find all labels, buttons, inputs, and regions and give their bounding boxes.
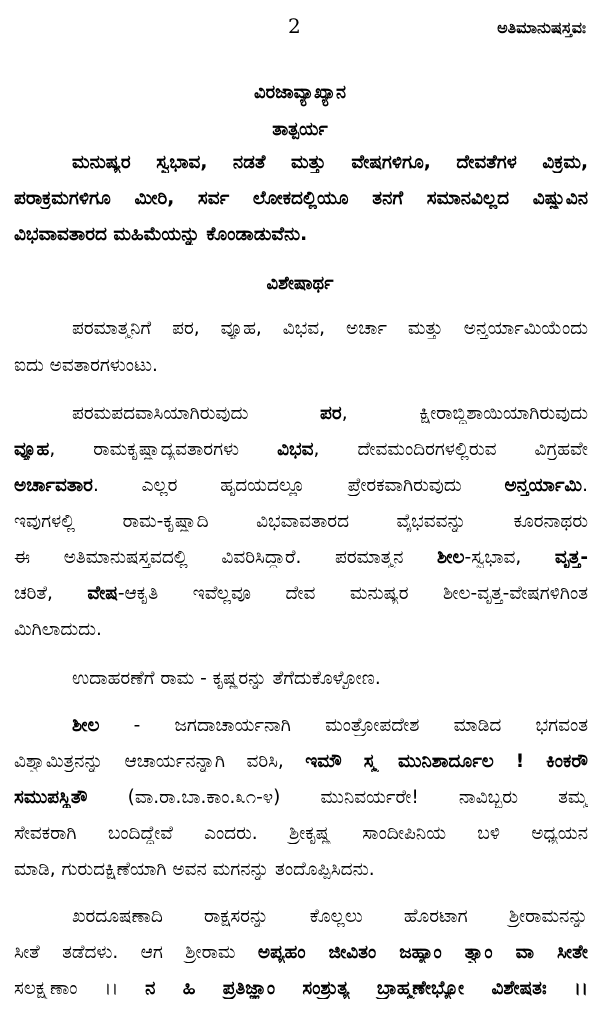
p4-line-2: ವಿಶ್ವಾಮಿತ್ರನನ್ನು ಆಚಾರ್ಯನನ್ನಾಗಿ ವರಿಸಿ, ಇಮೌ ಸ್ಮ ಮುನಿಶಾರ್ದೂಲ ! ಕಿಂಕರೌ [14, 751, 588, 772]
p2-line-1: ಪರಮಪದವಾಸಿಯಾಗಿರುವುದು ಪರ, ಕ್ಷೀರಾಬ್ಧಿಶಾಯಿಯಾಗಿರುವುದು [72, 403, 588, 424]
p5-line-3: ಸಲಕ್ಷ್ಮಣಾಂ ।। ನ ಹಿ ಪ್ರತಿಜ್ಞಾಂ ಸಂಶ್ರುತ್ಯ ಬ್ರಾಹ್ಮಣೇಭ್ಯೋ ವಿಶೇಷತಃ ।। [14, 978, 588, 999]
p4-line-3: ಸಮುಪಸ್ಥಿತೌ (ವಾ.ರಾ.ಬಾ.ಕಾಂ.೩೧-೪) ಮುನಿವರ್ಯರೇ! ನಾವಿಬ್ಬರು ತಮ್ಮ [14, 787, 588, 808]
running-title: ಅತಿಮಾನುಷಸ್ತವಃ [497, 18, 586, 37]
p5-line-1: ಖರದೂಷಣಾದಿ ರಾಕ್ಷಸರನ್ನು ಕೊಲ್ಲಲು ಹೊರಟಾಗ ಶ್ರೀರಾಮನನ್ನು [72, 906, 588, 927]
section-subheading-tatparya: ತಾತ್ಪರ್ಯ [272, 119, 328, 140]
p4-line-4: ಸೇವಕರಾಗಿ ಬಂದಿದ್ದೇವೆ ಎಂದರು. ಶ್ರೀಕೃಷ್ಣ ಸಾಂದೀಪಿನಿಯ ಬಳಿ ಅಧ್ಯಯನ [14, 823, 588, 844]
section-heading-viraja: ವಿರಜಾವ್ಯಾಖ್ಯಾನ [254, 82, 346, 103]
p2-line-2: ವ್ಯೂಹ, ರಾಮಕೃಷ್ಣಾದ್ಯವತಾರಗಳು ವಿಭವ, ದೇವಮಂದಿರಗಳಲ್ಲಿರುವ ವಿಗ್ರಹವೇ [14, 439, 588, 460]
p1-line-2: ಐದು ಅವತಾರಗಳುಂಟು. [14, 355, 158, 376]
p2-line-7: ಮಿಗಿಲಾದುದು. [14, 619, 102, 640]
tatparya-line-3: ವಿಭವಾವತಾರದ ಮಹಿಮೆಯನ್ನು ಕೊಂಡಾಡುವೆನು. [14, 224, 308, 245]
p4-line-5: ಮಾಡಿ, ಗುರುದಕ್ಷಿಣೆಯಾಗಿ ಅವನ ಮಗನನ್ನು ತಂದೊಪ್ಪಿಸಿದನು. [14, 859, 375, 880]
tatparya-line-2: ಪರಾಕ್ರಮಗಳಿಗೂ ಮೀರಿ, ಸರ್ವ ಲೋಕದಲ್ಲಿಯೂ ತನಗೆ ಸಮಾನವಿಲ್ಲದ ವಿಷ್ಣುವಿನ [14, 188, 588, 209]
p5-line-2: ಸೀತೆ ತಡೆದಳು. ಆಗ ಶ್ರೀರಾಮ ಅಪ್ಯಹಂ ಜೀವಿತಂ ಜಹ್ಯಾಂ ತ್ವಾಂ ವಾ ಸೀತೇ [14, 942, 588, 963]
p2-line-6: ಚರಿತೆ, ವೇಷ-ಆಕೃತಿ ಇವೆಲ್ಲವೂ ದೇವ ಮನುಷ್ಯರ ಶೀಲ-ವೃತ್ತ-ವೇಷಗಳಿಗಿಂತ [14, 583, 588, 604]
p2-line-3: ಅರ್ಚಾವತಾರ. ಎಲ್ಲರ ಹೃದಯದಲ್ಲೂ ಪ್ರೇರಕವಾಗಿರುವುದು ಅನ್ತರ್ಯಾಮಿ. [14, 475, 588, 496]
p3-line-1: ಉದಾಹರಣೆಗೆ ರಾಮ - ಕೃಷ್ಣರನ್ನು ತೆಗೆದುಕೊಳ್ಳೋಣ. [72, 668, 381, 689]
page-number: 2 [288, 14, 301, 38]
section-heading-visheshartha: ವಿಶೇಷಾರ್ಥ [266, 273, 334, 294]
p4-line-1: ಶೀಲ - ಜಗದಾಚಾರ್ಯನಾಗಿ ಮಂತ್ರೋಪದೇಶ ಮಾಡಿದ ಭಗವಂತ [72, 715, 588, 736]
tatparya-line-1: ಮನುಷ್ಯರ ಸ್ವಭಾವ, ನಡತೆ ಮತ್ತು ವೇಷಗಳಿಗೂ, ದೇವತೆಗಳ ವಿಕ್ರಮ, [72, 152, 588, 173]
p1-line-1: ಪರಮಾತ್ಮನಿಗೆ ಪರ, ವ್ಯೂಹ, ವಿಭವ, ಅರ್ಚಾ ಮತ್ತು ಅನ್ತರ್ಯಾಮಿಯೆಂದು [72, 318, 588, 339]
p2-line-4: ಇವುಗಳಲ್ಲಿ ರಾಮ-ಕೃಷ್ಣಾದಿ ವಿಭವಾವತಾರದ ವೈಭವವನ್ನು ಕೂರನಾಥರು [14, 511, 588, 532]
p2-line-5: ಈ ಅತಿಮಾನುಷಸ್ತವದಲ್ಲಿ ವಿವರಿಸಿದ್ದಾರೆ. ಪರಮಾತ್ಮನ ಶೀಲ-ಸ್ವಭಾವ, ವೃತ್ತ- [14, 547, 588, 568]
